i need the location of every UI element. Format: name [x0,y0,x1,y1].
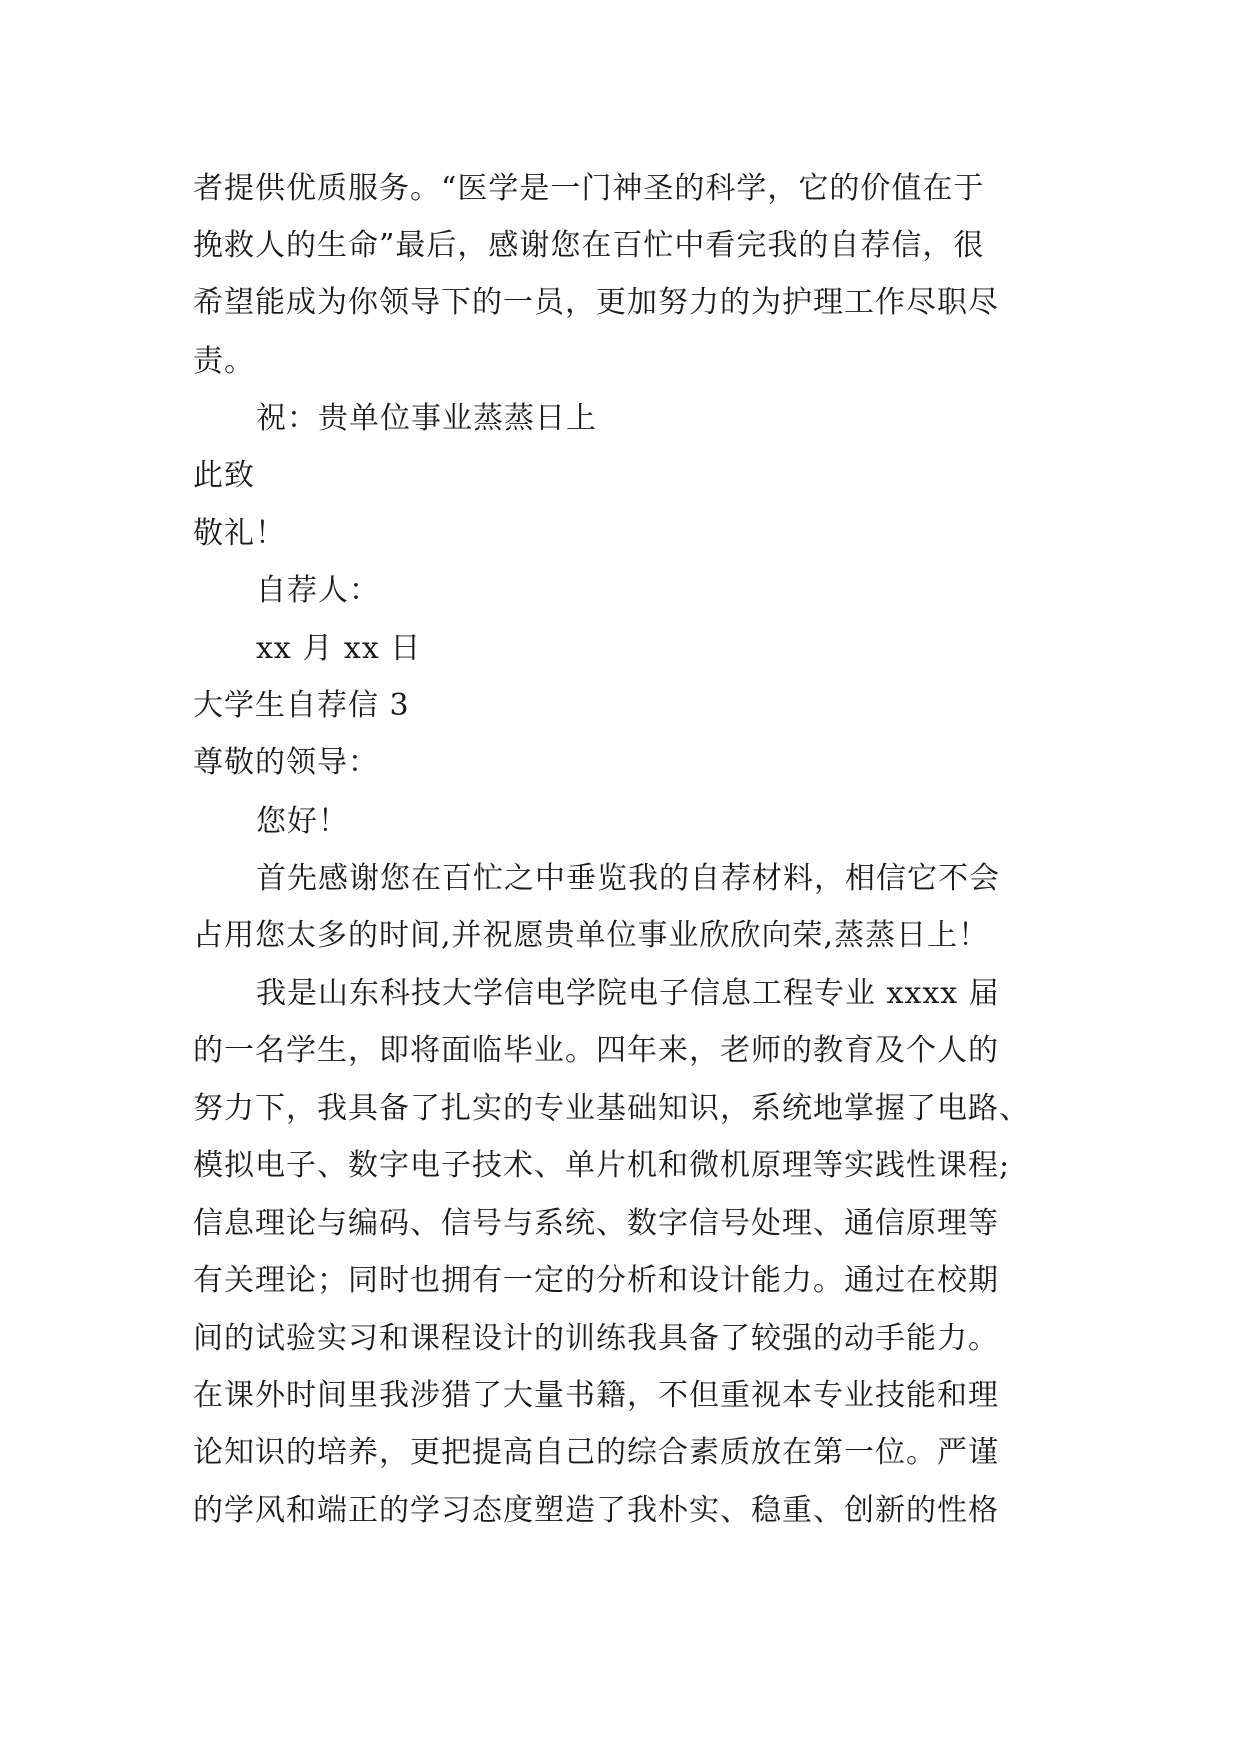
date-line: xx 月 xx 日 [256,631,422,666]
text-line: 责。 [193,344,255,379]
text-line: 首先感谢您在百忙之中垂览我的自荐材料，相信它不会 [256,861,1000,896]
closing-salutation: 此致 [193,458,255,493]
salutation: 尊敬的领导： [193,745,379,780]
signature-label: 自荐人： [256,573,380,608]
text-line: 的一名学生，即将面临毕业。四年来，老师的教育及个人的 [193,1033,999,1068]
closing-regards: 敬礼！ [193,516,286,551]
text-line: 挽救人的生命”最后，感谢您在百忙中看完我的自荐信，很 [193,228,985,263]
text-line: 努力下，我具备了扎实的专业基础知识，系统地掌握了电路、 [193,1091,1030,1126]
text-line: 的学风和端正的学习态度塑造了我朴实、稳重、创新的性格 [193,1493,999,1528]
text-line: 者提供优质服务。“医学是一门神圣的科学，它的价值在于 [193,171,985,206]
text-line: 占用您太多的时间,并祝愿贵单位事业欣欣向荣,蒸蒸日上！ [193,918,990,953]
section-heading: 大学生自荐信 3 [193,688,410,723]
text-line: 信息理论与编码、信号与系统、数字信号处理、通信原理等 [193,1206,999,1241]
text-line: 间的试验实习和课程设计的训练我具备了较强的动手能力。 [193,1321,999,1356]
text-line: 论知识的培养，更把提高自己的综合素质放在第一位。严谨 [193,1435,999,1470]
greeting: 您好！ [256,804,349,839]
text-line: 有关理论；同时也拥有一定的分析和设计能力。通过在校期 [193,1263,999,1298]
text-line: 在课外时间里我涉猎了大量书籍，不但重视本专业技能和理 [193,1378,999,1413]
closing-wish: 祝：贵单位事业蒸蒸日上 [256,401,597,436]
text-line: 我是山东科技大学信电学院电子信息工程专业 xxxx 届 [256,976,1000,1011]
text-line: 希望能成为你领导下的一员，更加努力的为护理工作尽职尽 [193,285,999,320]
text-line: 模拟电子、数字电子技术、单片机和微机原理等实践性课程; [193,1148,1011,1183]
